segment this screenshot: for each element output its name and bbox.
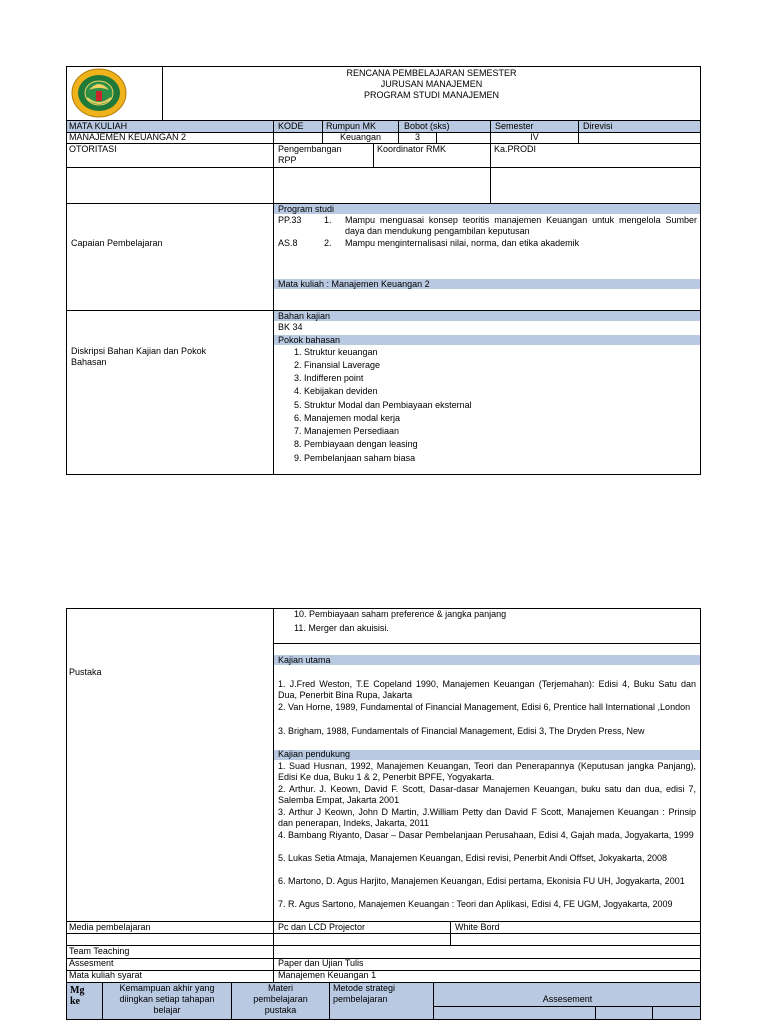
bahan-kajian-label: Bahan kajian (278, 311, 331, 321)
syarat-label: Mata kuliah syarat (69, 970, 143, 980)
pengembangan-line1: Pengembangan (278, 144, 342, 154)
row-line (66, 310, 701, 311)
row-line (66, 945, 701, 946)
metode-header (333, 983, 395, 1005)
capaian-text-2: Mampu menginternalisasi nilai, norma, dan etika akademik (345, 238, 580, 248)
kode-label: KODE (278, 121, 304, 131)
kajian-pendukung-item: 1. Suad Husnan, 1992, Manajemen Keuangan, Teori dan Penerapannya (Keputusan jangka Panjang), Edisi Ke dua, Buku 1 & 2, Penerbit BPFE, Yogyakarta. (278, 761, 696, 782)
row-line (66, 921, 701, 922)
header-program-studi: PROGRAM STUDI MANAJEMEN (363, 90, 499, 100)
capaian-label: Capaian Pembelajaran (71, 238, 163, 248)
kajian-pendukung-item: 3. Arthur J Keown, John D Martin, J.William Petty dan David F Scott, Manajemen Keuangan : Prinsip dan penerapan, Indeks, Jakarta, 2011 (278, 807, 696, 828)
kajian-pendukung-label: Kajian pendukung (278, 749, 351, 759)
col-divider (595, 1006, 596, 1020)
kajian-pendukung-item: 4. Bambang Riyanto, Dasar – Dasar Pembelanjaan Perusahaan, Edisi 4, Gajah mada, Jogyakarta, 1999 (278, 830, 694, 840)
kemampuan-line2: diingkan setiap tahapan (119, 994, 215, 1004)
syarat-value: Manajemen Keuangan 1 (278, 970, 377, 980)
row-line (66, 167, 701, 168)
kajian-utama-label: Kajian utama (278, 655, 331, 665)
col-divider-semester-sub (578, 120, 579, 143)
row-line (66, 958, 701, 959)
col-divider (329, 982, 330, 1020)
kajian-utama-item: 3. Brigham, 1988, Fundamentals of Financial Management, Edisi 3, The Dryden Press, New (278, 726, 645, 736)
main-col-divider (273, 608, 274, 983)
mata-kuliah-line: Mata kuliah : Manajemen Keuangan 2 (278, 279, 430, 289)
pokok-item: 2. Finansial Laverage (294, 360, 381, 370)
col-divider (652, 1006, 653, 1020)
capaian-code-2: AS.8 (278, 238, 298, 248)
pustaka-label: Pustaka (69, 667, 102, 677)
mata-kuliah-label: MATA KULIAH (69, 121, 128, 131)
team-teaching-label: Team Teaching (69, 946, 130, 956)
kajian-pendukung-item: 5. Lukas Setia Atmaja, Manajemen Keuangan, Edisi revisi, Penerbit Andi Offset, Jokyakarta, 2008 (278, 853, 668, 863)
mg-ke-header (70, 985, 84, 1007)
capaian-num-1: 1. (324, 215, 332, 225)
deskripsi-label (71, 346, 206, 368)
pokok-item: 8. Pembiayaan dengan leasing (294, 439, 418, 449)
header-jurusan: JURUSAN MANAJEMEN (380, 79, 483, 89)
kemampuan-header (103, 983, 231, 1016)
koordinator-rmk-label: Koordinator RMK (377, 144, 447, 154)
pokok-item: 7. Manajemen Persediaan (294, 426, 400, 436)
kajian-utama-item: 1. J.Fred Weston, T.E Copeland 1990, Manajemen Keuangan (Terjemahan): Edisi 4, Buku Satu dan Dua, Penerbit Bina Rupa, Jakarta (278, 679, 696, 700)
kajian-pendukung-item: 6. Martono, D. Agus Harjito, Manajemen Keuangan, Edisi pertama, Ekonisia FU UH, Jogyakarta, 2001 (278, 876, 685, 886)
kajian-pendukung-item: 7. R. Agus Sartono, Manajemen Keuangan : Teori dan Aplikasi, Edisi 4, FE UGM, Jogyakarta, 2009 (278, 899, 673, 909)
direvisi-label: Direvisi (583, 121, 613, 131)
metode-line2: pembelajaran (333, 994, 388, 1004)
bahan-kajian-value: BK 34 (278, 322, 303, 332)
assesement-header: Assesement (542, 994, 593, 1004)
pokok-item: 9. Pembelanjaan saham biasa (294, 453, 416, 463)
row-line (66, 203, 701, 204)
header-title: RENCANA PEMBELAJARAN SEMESTER (346, 68, 517, 78)
row-line (66, 970, 701, 971)
metode-line1: Metode strategi (333, 983, 396, 993)
pengembangan-line2: RPP (278, 155, 297, 165)
pokok-item: 3. Indifferen point (294, 373, 364, 383)
semester-label: Semester (495, 121, 534, 131)
deskripsi-label-line2: Bahasan (71, 357, 107, 367)
kajian-utama-item: 2. Van Horne, 1989, Fundamental of Financial Management, Edisi 6, Prentice hall International ,London (278, 702, 691, 712)
rumpun-value: Keuangan (339, 132, 382, 142)
pokok-item: 11. Merger dan akuisisi. (294, 623, 389, 633)
assesment-value: Paper dan Ujian Tulis (278, 958, 364, 968)
rumpun-label: Rumpun MK (326, 121, 377, 131)
media-value-1: Pc dan LCD Projector (278, 922, 366, 932)
kemampuan-line3: belajar (153, 1005, 181, 1015)
pokok-item: 5. Struktur Modal dan Pembiayaan eksternal (294, 400, 472, 410)
pokok-bahasan-label: Pokok bahasan (278, 335, 341, 345)
materi-line1: Materi (267, 983, 293, 993)
mata-kuliah-value: MANAJEMEN KEUANGAN 2 (69, 132, 187, 142)
media-label: Media pembelajaran (69, 922, 151, 932)
ke-line: ke (70, 996, 80, 1007)
materi-line3: pustaka (264, 1005, 297, 1015)
mg-line: Mg (70, 985, 85, 996)
row-line (66, 933, 701, 934)
pokok-item: 1. Struktur keuangan (294, 347, 378, 357)
materi-header (232, 983, 329, 1016)
col-divider-bobot-top (398, 120, 399, 132)
assesment-label: Assesment (69, 958, 114, 968)
media-value-2: White Bord (455, 922, 500, 932)
row-line (433, 1006, 701, 1007)
semester-value: IV (530, 132, 539, 142)
media-col-divider (450, 921, 451, 945)
main-col-divider (273, 120, 274, 475)
deskripsi-label-line1: Diskripsi Bahan Kajian dan Pokok (71, 346, 207, 356)
col-divider-bobot (436, 132, 437, 143)
pokok-item: 4. Kebijakan deviden (294, 386, 378, 396)
pengembangan-rpp (278, 144, 342, 166)
pokok-item: 6. Manajemen modal kerja (294, 413, 401, 423)
materi-line2: pembelajaran (253, 994, 308, 1004)
capaian-code-1: PP.33 (278, 215, 302, 225)
university-logo (71, 68, 127, 118)
kaprodi-label: Ka.PRODI (494, 144, 537, 154)
otoritasi-label: OTORITASI (69, 144, 117, 154)
row-line (273, 643, 701, 644)
kemampuan-line1: Kemampuan akhir yang (119, 983, 215, 993)
col-divider-koordinator (373, 143, 374, 167)
program-studi-label: Program studi (278, 204, 335, 214)
kajian-pendukung-item: 2. Arthur. J. Keown, David F. Scott, Dasar-dasar Manajemen Keuangan, buku satu dan dua, edisi 7, Salemba Empat, Jakarta 2001 (278, 784, 696, 805)
bobot-label: Bobot (sks) (404, 121, 450, 131)
capaian-text-1: Mampu menguasai konsep teoritis manajemen Keuangan untuk mengelola Sumber daya dan mendukung pengambilan keputusan (345, 215, 697, 236)
pokok-item: 10. Pembiayaan saham preference & jangka panjang (294, 609, 507, 619)
capaian-num-2: 2. (324, 238, 332, 248)
bobot-value: 3 (414, 132, 420, 142)
